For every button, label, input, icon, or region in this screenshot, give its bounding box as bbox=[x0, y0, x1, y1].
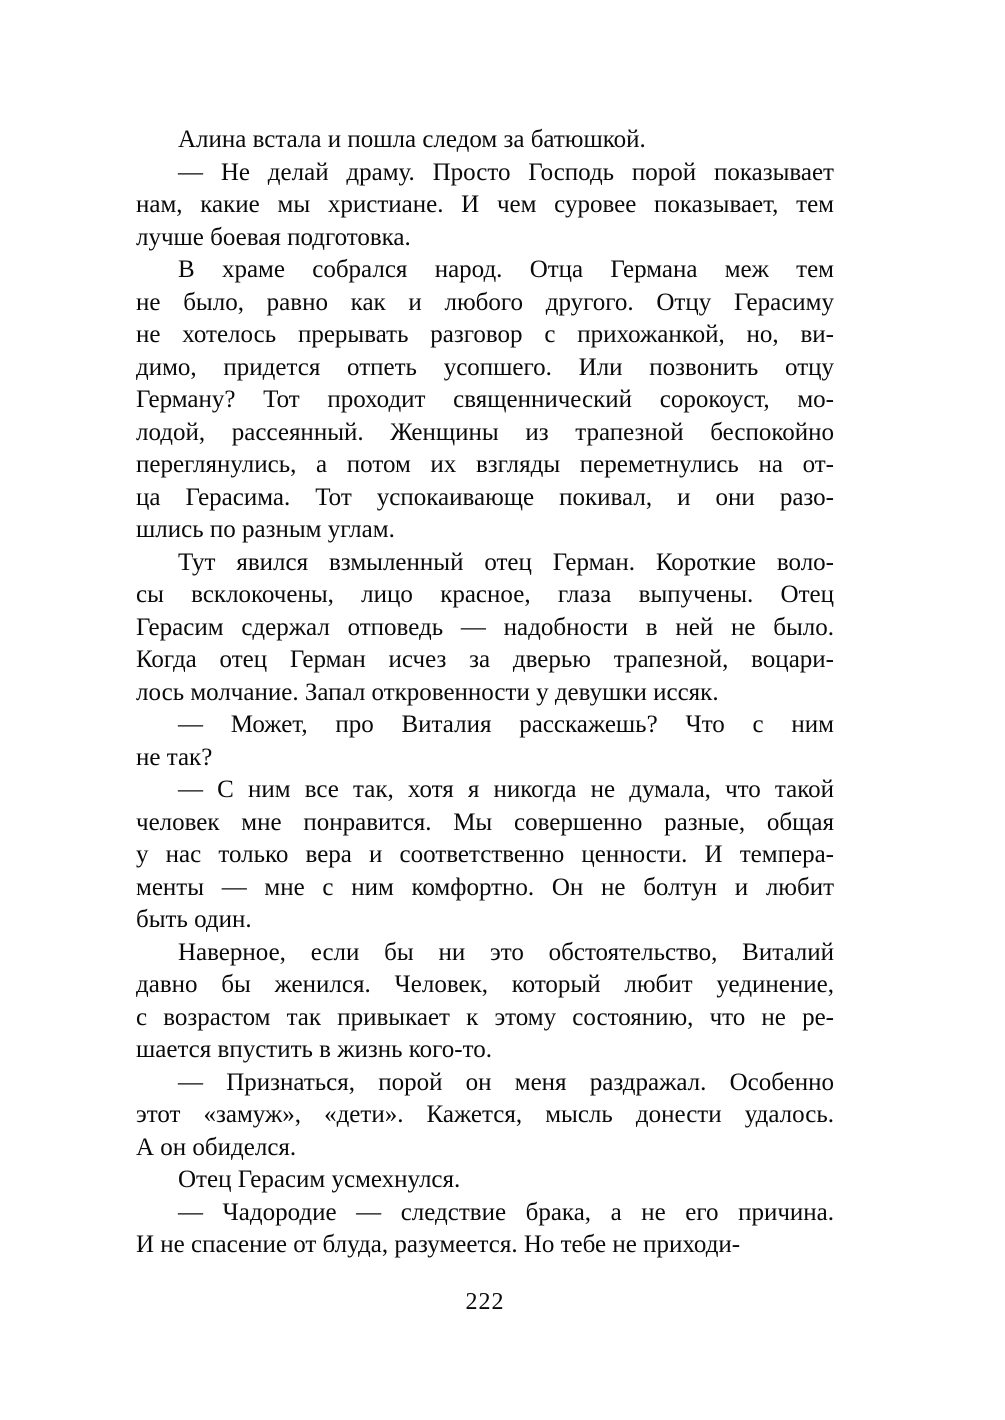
text-line: А он обиделся. bbox=[136, 1133, 297, 1161]
paragraphs bbox=[136, 124, 834, 1262]
text-line: Отец Герасим усмехнулся. bbox=[178, 1166, 461, 1193]
paragraph bbox=[136, 1067, 834, 1165]
paragraph bbox=[136, 547, 834, 710]
text-line: у нас только вера и соответственно ценности. И темпера- bbox=[136, 841, 834, 868]
text-line: этот «замуж», «дети». Кажется, мысль донести удалось. bbox=[136, 1101, 834, 1128]
paragraph bbox=[136, 1164, 834, 1197]
text-line: димо, придется отпеть усопшего. Или позвонить отцу bbox=[136, 353, 834, 381]
text-line: быть один. bbox=[136, 906, 252, 933]
text-line: не так? bbox=[136, 743, 213, 771]
text-line: Алина встала и пошла следом за батюшкой. bbox=[178, 126, 646, 153]
paragraph bbox=[136, 774, 834, 937]
paragraph bbox=[136, 124, 834, 157]
text-block bbox=[136, 124, 834, 1317]
text-line: — Чадородие — следствие брака, а не его причина. bbox=[178, 1198, 834, 1226]
text-line: — Признаться, порой он меня раздражал. Особенно bbox=[178, 1068, 834, 1096]
paragraph bbox=[136, 157, 834, 255]
text-line: Наверное, если бы ни это обстоятельство, Виталий bbox=[178, 938, 834, 966]
text-line: лодой, рассеянный. Женщины из трапезной беспокойно bbox=[136, 418, 834, 446]
text-line: Герасим сдержал отповедь — надобности в ней не было. bbox=[136, 613, 834, 641]
text-line: лучше боевая подготовка. bbox=[136, 223, 411, 251]
text-line: Когда отец Герман исчез за дверью трапезной, воцари- bbox=[136, 646, 834, 673]
text-line: нам, какие мы христиане. И чем суровее показывает, тем bbox=[136, 191, 834, 218]
text-line: не хотелось прерывать разговор с прихожанкой, но, ви- bbox=[136, 321, 834, 348]
text-line: менты — мне с ним комфортно. Он не болтун и любит bbox=[136, 873, 834, 901]
text-line: Герману? Тот проходит священнический сорокоуст, мо- bbox=[136, 386, 834, 413]
text-line: сы всклокочены, лицо красное, глаза выпучены. Отец bbox=[136, 581, 834, 608]
text-line: шается впустить в жизнь кого-то. bbox=[136, 1036, 492, 1063]
text-line: — Не делай драму. Просто Господь порой показывает bbox=[178, 158, 834, 186]
text-line: В храме собрался народ. Отца Германа меж тем bbox=[178, 256, 834, 283]
paragraph bbox=[136, 937, 834, 1067]
text-line: с возрастом так привыкает к этому состоянию, что не ре- bbox=[136, 1003, 834, 1031]
text-line: Тут явился взмыленный отец Герман. Короткие воло- bbox=[178, 548, 834, 576]
text-line: — С ним все так, хотя я никогда не думала, что такой bbox=[178, 776, 834, 803]
text-line: давно бы женился. Человек, который любит уединение, bbox=[136, 971, 834, 998]
text-line: шлись по разным углам. bbox=[136, 516, 395, 543]
page-number: 222 bbox=[465, 1288, 505, 1315]
text-line: лось молчание. Запал откровенности у девушки иссяк. bbox=[136, 678, 719, 706]
paragraph bbox=[136, 254, 834, 547]
text-line: ца Герасима. Тот успокаивающе покивал, и они разо- bbox=[136, 483, 834, 511]
paragraph bbox=[136, 709, 834, 774]
text-line: не было, равно как и любого другого. Отцу Герасиму bbox=[136, 288, 834, 316]
paragraph bbox=[136, 1197, 834, 1262]
text-line: переглянулись, а потом их взгляды переметнулись на от- bbox=[136, 451, 834, 478]
text-line: И не спасение от блуда, разумеется. Но тебе не приходи- bbox=[136, 1231, 741, 1258]
text-line: человек мне понравится. Мы совершенно разные, общая bbox=[136, 808, 834, 836]
text-line: — Может, про Виталия расскажешь? Что с ним bbox=[178, 711, 834, 738]
